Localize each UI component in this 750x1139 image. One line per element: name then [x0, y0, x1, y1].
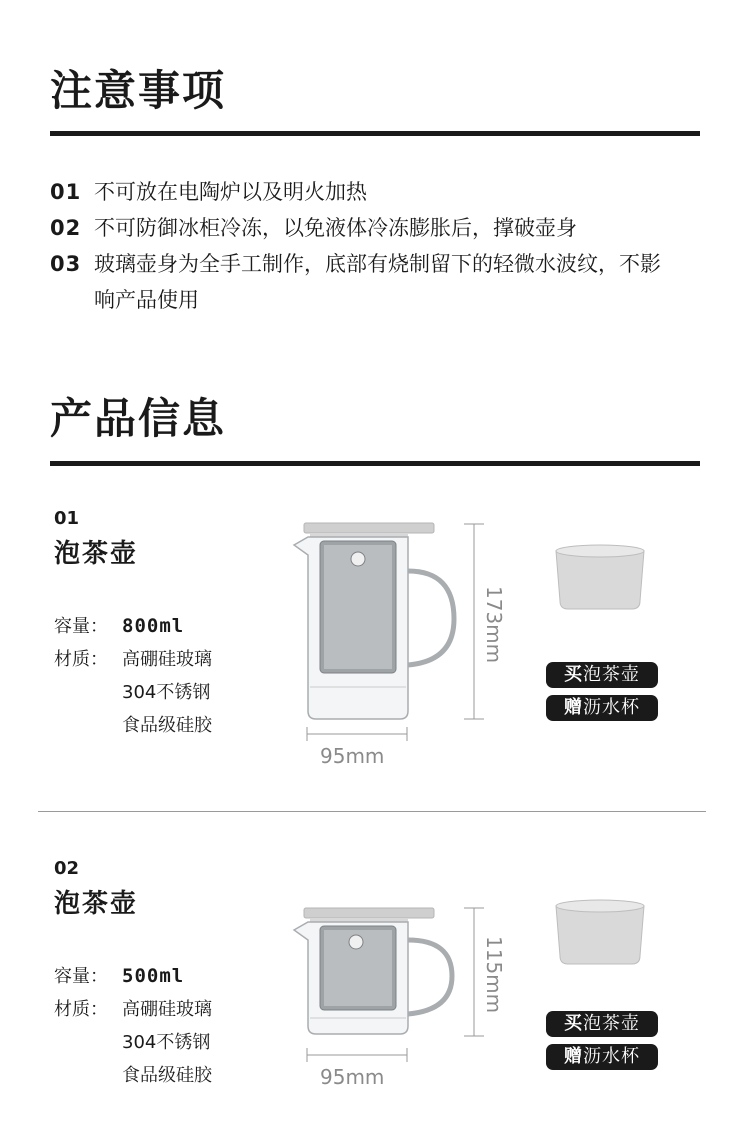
capacity-value: 500ml: [122, 965, 185, 987]
notes-title: 注意事项: [50, 66, 227, 115]
material-value: 高硼硅玻璃: [122, 649, 212, 670]
buy-item: 泡茶壶: [583, 1013, 640, 1034]
material-label: 材质：: [54, 999, 108, 1020]
gift-badge: [546, 695, 658, 721]
capacity-value: 800ml: [122, 615, 185, 637]
gift-item: 沥水杯: [583, 697, 640, 718]
buy-item: 泡茶壶: [583, 664, 640, 685]
material-label: 材质：: [54, 649, 108, 670]
note-item: [50, 174, 710, 210]
gift-badge: [546, 1044, 658, 1070]
note-number: 01: [50, 180, 82, 204]
buy-prefix: 买: [564, 1013, 583, 1034]
note-item: [50, 246, 670, 318]
teapot-small-image: [280, 900, 480, 1060]
info-title: 产品信息: [50, 394, 227, 443]
material-value: 食品级硅胶: [122, 1065, 212, 1086]
info-title-rule: [50, 461, 700, 466]
gift-item: 沥水杯: [583, 1046, 640, 1067]
capacity-label: 容量：: [54, 616, 108, 637]
note-item: [50, 210, 710, 246]
width-dimension-line: [307, 727, 407, 741]
note-text: 不可放在电陶炉以及明火加热: [94, 180, 367, 204]
teapot-large-image: [280, 515, 480, 755]
note-text: 不可防御冰柜冷冻，以免液体冷冻膨胀后，撑破壶身: [94, 216, 577, 240]
capacity-label: 容量：: [54, 966, 108, 987]
width-label: 95mm: [320, 744, 385, 768]
capacity-row: [54, 610, 212, 643]
drain-cup-image: [552, 898, 648, 966]
height-label: 115mm: [482, 936, 506, 1014]
note-number: 03: [50, 252, 82, 276]
drain-cup-image: [552, 543, 648, 611]
material-value: 食品级硅胶: [122, 715, 212, 736]
product-number: 01: [54, 508, 80, 529]
height-label: 173mm: [482, 586, 506, 664]
product-specs: [54, 610, 212, 742]
product-divider: [38, 811, 706, 812]
product-number: 02: [54, 858, 80, 879]
buy-badge: [546, 662, 658, 688]
buy-badge: [546, 1011, 658, 1037]
width-label: 95mm: [320, 1065, 385, 1089]
note-text: 玻璃壶身为全手工制作，底部有烧制留下的轻微水波纹，不影响产品使用: [94, 252, 661, 312]
material-row: [54, 643, 212, 676]
buy-prefix: 买: [564, 664, 583, 685]
capacity-row: [54, 960, 212, 993]
material-row: [54, 993, 212, 1026]
note-number: 02: [50, 216, 82, 240]
width-dimension-line: [307, 1048, 407, 1062]
product-specs: [54, 960, 212, 1092]
product-name: 泡茶壶: [54, 889, 139, 919]
product-name: 泡茶壶: [54, 539, 139, 569]
material-value: 304不锈钢: [122, 682, 211, 703]
gift-prefix: 赠: [564, 1046, 583, 1067]
material-value: 高硼硅玻璃: [122, 999, 212, 1020]
notes-title-rule: [50, 131, 700, 136]
gift-prefix: 赠: [564, 697, 583, 718]
material-value: 304不锈钢: [122, 1032, 211, 1053]
